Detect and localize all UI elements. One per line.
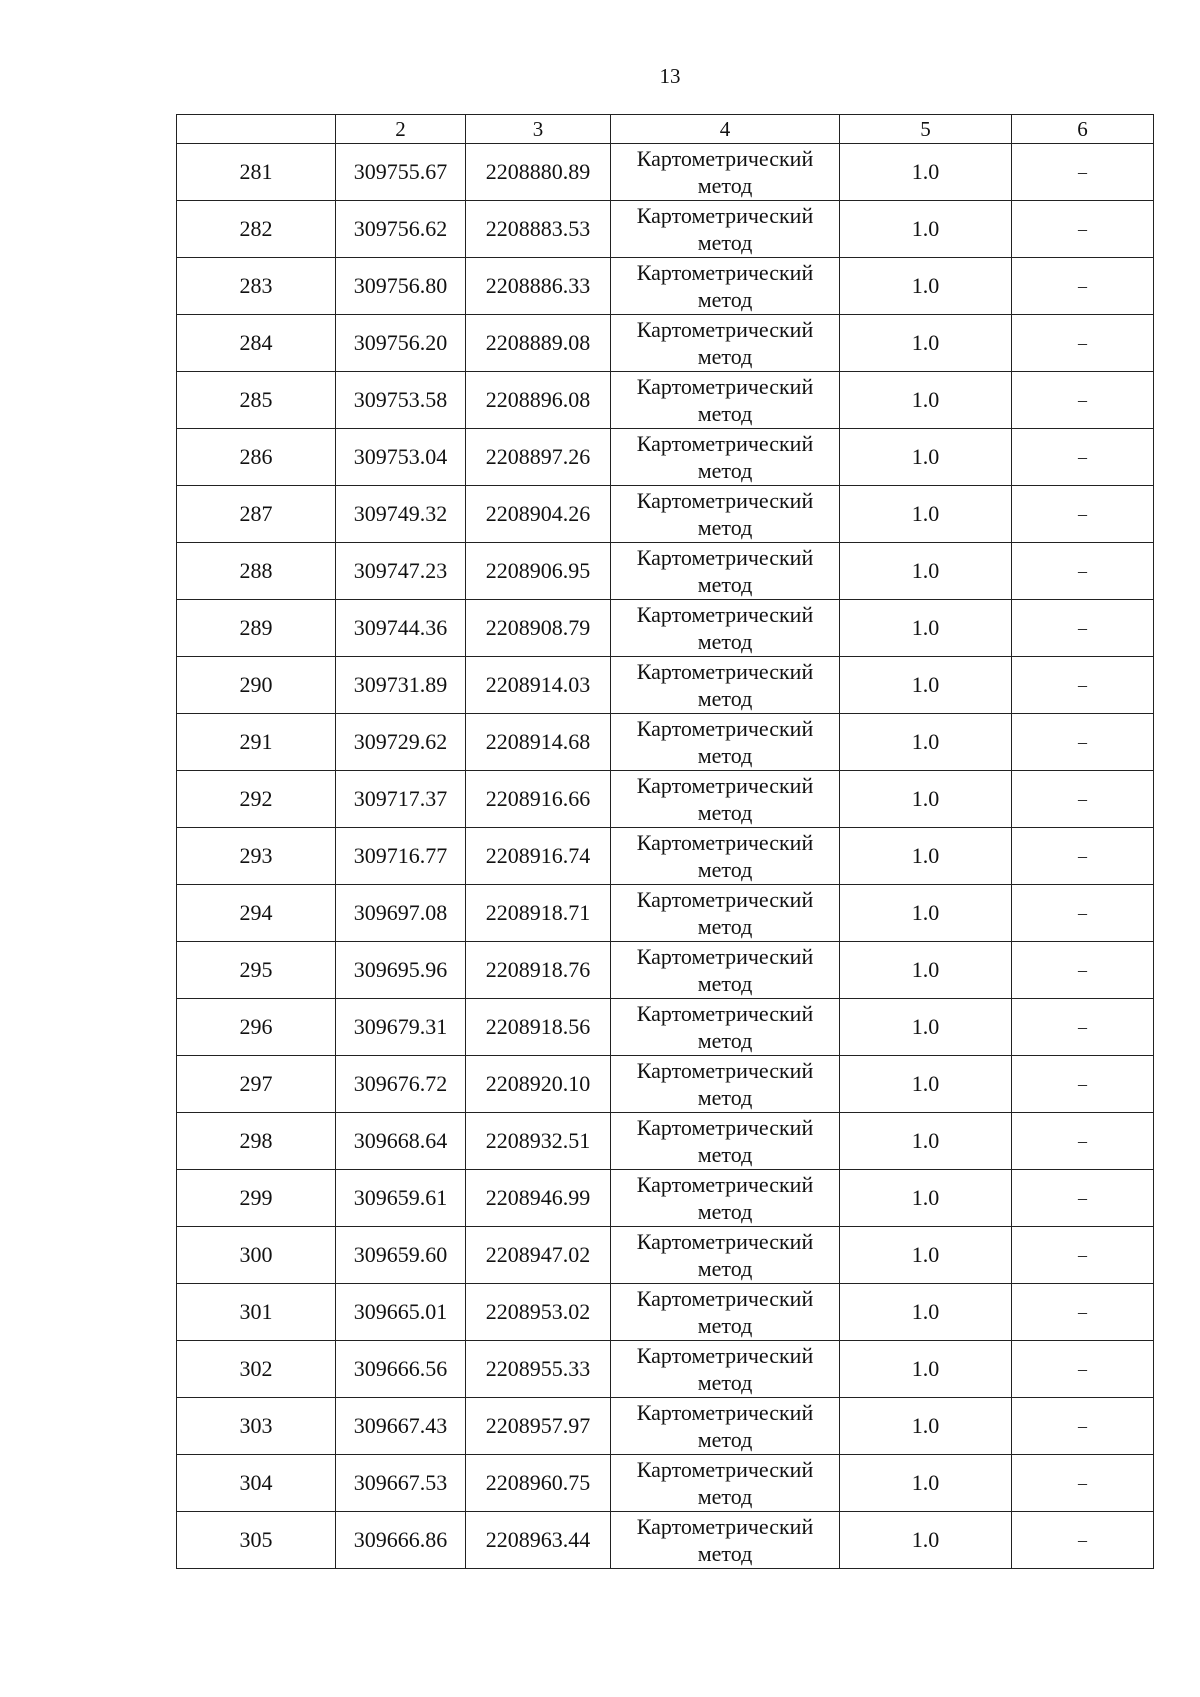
method-cell bbox=[611, 372, 840, 429]
accuracy-cell: 1.0 bbox=[840, 486, 1012, 543]
method-line-1: Картометрический bbox=[636, 317, 814, 342]
method-cell bbox=[611, 1113, 840, 1170]
note-cell: – bbox=[1012, 942, 1154, 999]
method-cell bbox=[611, 258, 840, 315]
point-number-cell: 283 bbox=[177, 258, 336, 315]
y-coordinate-cell: 2208897.26 bbox=[466, 429, 611, 486]
note-cell: – bbox=[1012, 999, 1154, 1056]
method-cell bbox=[611, 201, 840, 258]
method-line-1: Картометрический bbox=[636, 431, 814, 456]
y-coordinate-cell: 2208916.74 bbox=[466, 828, 611, 885]
y-coordinate-cell: 2208918.71 bbox=[466, 885, 611, 942]
accuracy-cell: 1.0 bbox=[840, 1284, 1012, 1341]
x-coordinate-cell: 309667.43 bbox=[336, 1398, 466, 1455]
note-cell: – bbox=[1012, 1056, 1154, 1113]
table-row bbox=[177, 486, 1154, 543]
x-coordinate-cell: 309679.31 bbox=[336, 999, 466, 1056]
table-row bbox=[177, 1170, 1154, 1227]
method-cell bbox=[611, 942, 840, 999]
x-coordinate-cell: 309659.61 bbox=[336, 1170, 466, 1227]
method-line-1: Картометрический bbox=[636, 374, 814, 399]
method-cell bbox=[611, 600, 840, 657]
method-line-1: Картометрический bbox=[636, 1172, 814, 1197]
point-number-cell: 302 bbox=[177, 1341, 336, 1398]
table-row bbox=[177, 372, 1154, 429]
y-coordinate-cell: 2208920.10 bbox=[466, 1056, 611, 1113]
y-coordinate-cell: 2208918.56 bbox=[466, 999, 611, 1056]
method-cell bbox=[611, 1512, 840, 1569]
y-coordinate-cell: 2208932.51 bbox=[466, 1113, 611, 1170]
column-header: 4 bbox=[611, 115, 840, 144]
x-coordinate-cell: 309756.80 bbox=[336, 258, 466, 315]
point-number-cell: 292 bbox=[177, 771, 336, 828]
page-number: 13 bbox=[659, 64, 681, 88]
method-line-1: Картометрический bbox=[636, 1457, 814, 1482]
note-cell: – bbox=[1012, 600, 1154, 657]
method-cell bbox=[611, 828, 840, 885]
table-row bbox=[177, 429, 1154, 486]
method-line-2: метод bbox=[697, 686, 753, 711]
note-cell: – bbox=[1012, 372, 1154, 429]
point-number-cell: 284 bbox=[177, 315, 336, 372]
method-line-1: Картометрический bbox=[636, 830, 814, 855]
y-coordinate-cell: 2208889.08 bbox=[466, 315, 611, 372]
column-header bbox=[177, 115, 336, 144]
accuracy-cell: 1.0 bbox=[840, 600, 1012, 657]
note-cell: – bbox=[1012, 1512, 1154, 1569]
method-cell bbox=[611, 999, 840, 1056]
table-row bbox=[177, 1398, 1154, 1455]
y-coordinate-cell: 2208906.95 bbox=[466, 543, 611, 600]
table-row bbox=[177, 1113, 1154, 1170]
method-line-1: Картометрический bbox=[636, 887, 814, 912]
method-line-1: Картометрический bbox=[636, 602, 814, 627]
table-row bbox=[177, 1227, 1154, 1284]
table-row bbox=[177, 885, 1154, 942]
y-coordinate-cell: 2208963.44 bbox=[466, 1512, 611, 1569]
x-coordinate-cell: 309668.64 bbox=[336, 1113, 466, 1170]
table-row bbox=[177, 771, 1154, 828]
x-coordinate-cell: 309747.23 bbox=[336, 543, 466, 600]
method-cell bbox=[611, 714, 840, 771]
accuracy-cell: 1.0 bbox=[840, 771, 1012, 828]
x-coordinate-cell: 309753.58 bbox=[336, 372, 466, 429]
method-cell bbox=[611, 1284, 840, 1341]
method-line-1: Картометрический bbox=[636, 1001, 814, 1026]
column-header: 2 bbox=[336, 115, 466, 144]
method-line-2: метод bbox=[697, 971, 753, 996]
table-row bbox=[177, 999, 1154, 1056]
method-line-1: Картометрический bbox=[636, 1229, 814, 1254]
y-coordinate-cell: 2208904.26 bbox=[466, 486, 611, 543]
accuracy-cell: 1.0 bbox=[840, 942, 1012, 999]
note-cell: – bbox=[1012, 1398, 1154, 1455]
method-cell bbox=[611, 315, 840, 372]
y-coordinate-cell: 2208914.03 bbox=[466, 657, 611, 714]
method-line-2: метод bbox=[697, 857, 753, 882]
accuracy-cell: 1.0 bbox=[840, 1341, 1012, 1398]
x-coordinate-cell: 309756.20 bbox=[336, 315, 466, 372]
table-row bbox=[177, 1056, 1154, 1113]
y-coordinate-cell: 2208960.75 bbox=[466, 1455, 611, 1512]
method-cell bbox=[611, 885, 840, 942]
method-line-2: метод bbox=[697, 401, 753, 426]
y-coordinate-cell: 2208957.97 bbox=[466, 1398, 611, 1455]
method-cell bbox=[611, 1227, 840, 1284]
method-line-1: Картометрический bbox=[636, 545, 814, 570]
method-line-2: метод bbox=[697, 914, 753, 939]
method-line-1: Картометрический bbox=[636, 659, 814, 684]
note-cell: – bbox=[1012, 429, 1154, 486]
point-number-cell: 305 bbox=[177, 1512, 336, 1569]
method-line-2: метод bbox=[697, 743, 753, 768]
table-body bbox=[177, 144, 1154, 1569]
note-cell: – bbox=[1012, 543, 1154, 600]
accuracy-cell: 1.0 bbox=[840, 657, 1012, 714]
method-line-1: Картометрический bbox=[636, 1514, 814, 1539]
method-line-2: метод bbox=[697, 230, 753, 255]
method-line-2: метод bbox=[697, 173, 753, 198]
y-coordinate-cell: 2208916.66 bbox=[466, 771, 611, 828]
method-line-1: Картометрический bbox=[636, 716, 814, 741]
note-cell: – bbox=[1012, 1455, 1154, 1512]
method-line-2: метод bbox=[697, 1484, 753, 1509]
x-coordinate-cell: 309665.01 bbox=[336, 1284, 466, 1341]
y-coordinate-cell: 2208883.53 bbox=[466, 201, 611, 258]
method-cell bbox=[611, 1170, 840, 1227]
method-line-1: Картометрический bbox=[636, 1115, 814, 1140]
accuracy-cell: 1.0 bbox=[840, 1056, 1012, 1113]
y-coordinate-cell: 2208955.33 bbox=[466, 1341, 611, 1398]
table-row bbox=[177, 144, 1154, 201]
y-coordinate-cell: 2208914.68 bbox=[466, 714, 611, 771]
method-line-2: метод bbox=[697, 1313, 753, 1338]
accuracy-cell: 1.0 bbox=[840, 201, 1012, 258]
y-coordinate-cell: 2208946.99 bbox=[466, 1170, 611, 1227]
note-cell: – bbox=[1012, 1113, 1154, 1170]
point-number-cell: 296 bbox=[177, 999, 336, 1056]
note-cell: – bbox=[1012, 144, 1154, 201]
column-header: 5 bbox=[840, 115, 1012, 144]
note-cell: – bbox=[1012, 1284, 1154, 1341]
method-line-2: метод bbox=[697, 629, 753, 654]
method-line-2: метод bbox=[697, 1541, 753, 1566]
note-cell: – bbox=[1012, 885, 1154, 942]
x-coordinate-cell: 309717.37 bbox=[336, 771, 466, 828]
coordinates-table bbox=[176, 114, 1154, 1569]
y-coordinate-cell: 2208953.02 bbox=[466, 1284, 611, 1341]
note-cell: – bbox=[1012, 1170, 1154, 1227]
note-cell: – bbox=[1012, 657, 1154, 714]
method-cell bbox=[611, 657, 840, 714]
x-coordinate-cell: 309756.62 bbox=[336, 201, 466, 258]
x-coordinate-cell: 309659.60 bbox=[336, 1227, 466, 1284]
x-coordinate-cell: 309749.32 bbox=[336, 486, 466, 543]
accuracy-cell: 1.0 bbox=[840, 258, 1012, 315]
method-line-2: метод bbox=[697, 800, 753, 825]
table-row bbox=[177, 942, 1154, 999]
accuracy-cell: 1.0 bbox=[840, 429, 1012, 486]
x-coordinate-cell: 309755.67 bbox=[336, 144, 466, 201]
method-line-2: метод bbox=[697, 515, 753, 540]
y-coordinate-cell: 2208886.33 bbox=[466, 258, 611, 315]
method-line-1: Картометрический bbox=[636, 1343, 814, 1368]
y-coordinate-cell: 2208918.76 bbox=[466, 942, 611, 999]
point-number-cell: 293 bbox=[177, 828, 336, 885]
method-line-2: метод bbox=[697, 1256, 753, 1281]
x-coordinate-cell: 309729.62 bbox=[336, 714, 466, 771]
method-line-2: метод bbox=[697, 1370, 753, 1395]
x-coordinate-cell: 309716.77 bbox=[336, 828, 466, 885]
method-cell bbox=[611, 486, 840, 543]
point-number-cell: 281 bbox=[177, 144, 336, 201]
table-row bbox=[177, 1455, 1154, 1512]
method-line-2: метод bbox=[697, 287, 753, 312]
note-cell: – bbox=[1012, 486, 1154, 543]
note-cell: – bbox=[1012, 315, 1154, 372]
point-number-cell: 282 bbox=[177, 201, 336, 258]
note-cell: – bbox=[1012, 258, 1154, 315]
note-cell: – bbox=[1012, 201, 1154, 258]
x-coordinate-cell: 309695.96 bbox=[336, 942, 466, 999]
accuracy-cell: 1.0 bbox=[840, 372, 1012, 429]
accuracy-cell: 1.0 bbox=[840, 1512, 1012, 1569]
method-cell bbox=[611, 1455, 840, 1512]
point-number-cell: 301 bbox=[177, 1284, 336, 1341]
method-line-2: метод bbox=[697, 458, 753, 483]
note-cell: – bbox=[1012, 714, 1154, 771]
method-line-2: метод bbox=[697, 572, 753, 597]
x-coordinate-cell: 309666.86 bbox=[336, 1512, 466, 1569]
method-cell bbox=[611, 1398, 840, 1455]
y-coordinate-cell: 2208947.02 bbox=[466, 1227, 611, 1284]
method-line-1: Картометрический bbox=[636, 488, 814, 513]
accuracy-cell: 1.0 bbox=[840, 1398, 1012, 1455]
x-coordinate-cell: 309676.72 bbox=[336, 1056, 466, 1113]
accuracy-cell: 1.0 bbox=[840, 1113, 1012, 1170]
column-header: 6 bbox=[1012, 115, 1154, 144]
point-number-cell: 289 bbox=[177, 600, 336, 657]
y-coordinate-cell: 2208908.79 bbox=[466, 600, 611, 657]
column-header: 3 bbox=[466, 115, 611, 144]
accuracy-cell: 1.0 bbox=[840, 543, 1012, 600]
point-number-cell: 285 bbox=[177, 372, 336, 429]
table-row bbox=[177, 258, 1154, 315]
point-number-cell: 294 bbox=[177, 885, 336, 942]
table-row bbox=[177, 1512, 1154, 1569]
point-number-cell: 299 bbox=[177, 1170, 336, 1227]
point-number-cell: 297 bbox=[177, 1056, 336, 1113]
table-row bbox=[177, 315, 1154, 372]
x-coordinate-cell: 309731.89 bbox=[336, 657, 466, 714]
table-header-row bbox=[177, 115, 1154, 144]
accuracy-cell: 1.0 bbox=[840, 144, 1012, 201]
method-line-1: Картометрический bbox=[636, 203, 814, 228]
method-cell bbox=[611, 1341, 840, 1398]
method-line-2: метод bbox=[697, 1028, 753, 1053]
table-row bbox=[177, 1284, 1154, 1341]
accuracy-cell: 1.0 bbox=[840, 1227, 1012, 1284]
method-cell bbox=[611, 144, 840, 201]
note-cell: – bbox=[1012, 1227, 1154, 1284]
table-row bbox=[177, 714, 1154, 771]
method-line-1: Картометрический bbox=[636, 1058, 814, 1083]
method-line-1: Картометрический bbox=[636, 1400, 814, 1425]
point-number-cell: 303 bbox=[177, 1398, 336, 1455]
table-row bbox=[177, 1341, 1154, 1398]
method-line-2: метод bbox=[697, 1199, 753, 1224]
method-cell bbox=[611, 1056, 840, 1113]
x-coordinate-cell: 309667.53 bbox=[336, 1455, 466, 1512]
point-number-cell: 286 bbox=[177, 429, 336, 486]
method-cell bbox=[611, 429, 840, 486]
point-number-cell: 288 bbox=[177, 543, 336, 600]
note-cell: – bbox=[1012, 1341, 1154, 1398]
point-number-cell: 287 bbox=[177, 486, 336, 543]
accuracy-cell: 1.0 bbox=[840, 714, 1012, 771]
x-coordinate-cell: 309753.04 bbox=[336, 429, 466, 486]
method-line-1: Картометрический bbox=[636, 1286, 814, 1311]
method-cell bbox=[611, 543, 840, 600]
table-row bbox=[177, 828, 1154, 885]
method-line-1: Картометрический bbox=[636, 260, 814, 285]
method-line-1: Картометрический bbox=[636, 773, 814, 798]
method-line-1: Картометрический bbox=[636, 146, 814, 171]
method-line-2: метод bbox=[697, 1142, 753, 1167]
accuracy-cell: 1.0 bbox=[840, 999, 1012, 1056]
x-coordinate-cell: 309697.08 bbox=[336, 885, 466, 942]
point-number-cell: 300 bbox=[177, 1227, 336, 1284]
accuracy-cell: 1.0 bbox=[840, 315, 1012, 372]
x-coordinate-cell: 309666.56 bbox=[336, 1341, 466, 1398]
accuracy-cell: 1.0 bbox=[840, 1170, 1012, 1227]
accuracy-cell: 1.0 bbox=[840, 828, 1012, 885]
table-row bbox=[177, 543, 1154, 600]
method-cell bbox=[611, 771, 840, 828]
method-line-1: Картометрический bbox=[636, 944, 814, 969]
point-number-cell: 298 bbox=[177, 1113, 336, 1170]
method-line-2: метод bbox=[697, 1427, 753, 1452]
point-number-cell: 295 bbox=[177, 942, 336, 999]
note-cell: – bbox=[1012, 828, 1154, 885]
point-number-cell: 304 bbox=[177, 1455, 336, 1512]
y-coordinate-cell: 2208896.08 bbox=[466, 372, 611, 429]
y-coordinate-cell: 2208880.89 bbox=[466, 144, 611, 201]
method-line-2: метод bbox=[697, 344, 753, 369]
table-row bbox=[177, 657, 1154, 714]
table-row bbox=[177, 600, 1154, 657]
accuracy-cell: 1.0 bbox=[840, 1455, 1012, 1512]
x-coordinate-cell: 309744.36 bbox=[336, 600, 466, 657]
point-number-cell: 290 bbox=[177, 657, 336, 714]
point-number-cell: 291 bbox=[177, 714, 336, 771]
method-line-2: метод bbox=[697, 1085, 753, 1110]
accuracy-cell: 1.0 bbox=[840, 885, 1012, 942]
table-row bbox=[177, 201, 1154, 258]
note-cell: – bbox=[1012, 771, 1154, 828]
